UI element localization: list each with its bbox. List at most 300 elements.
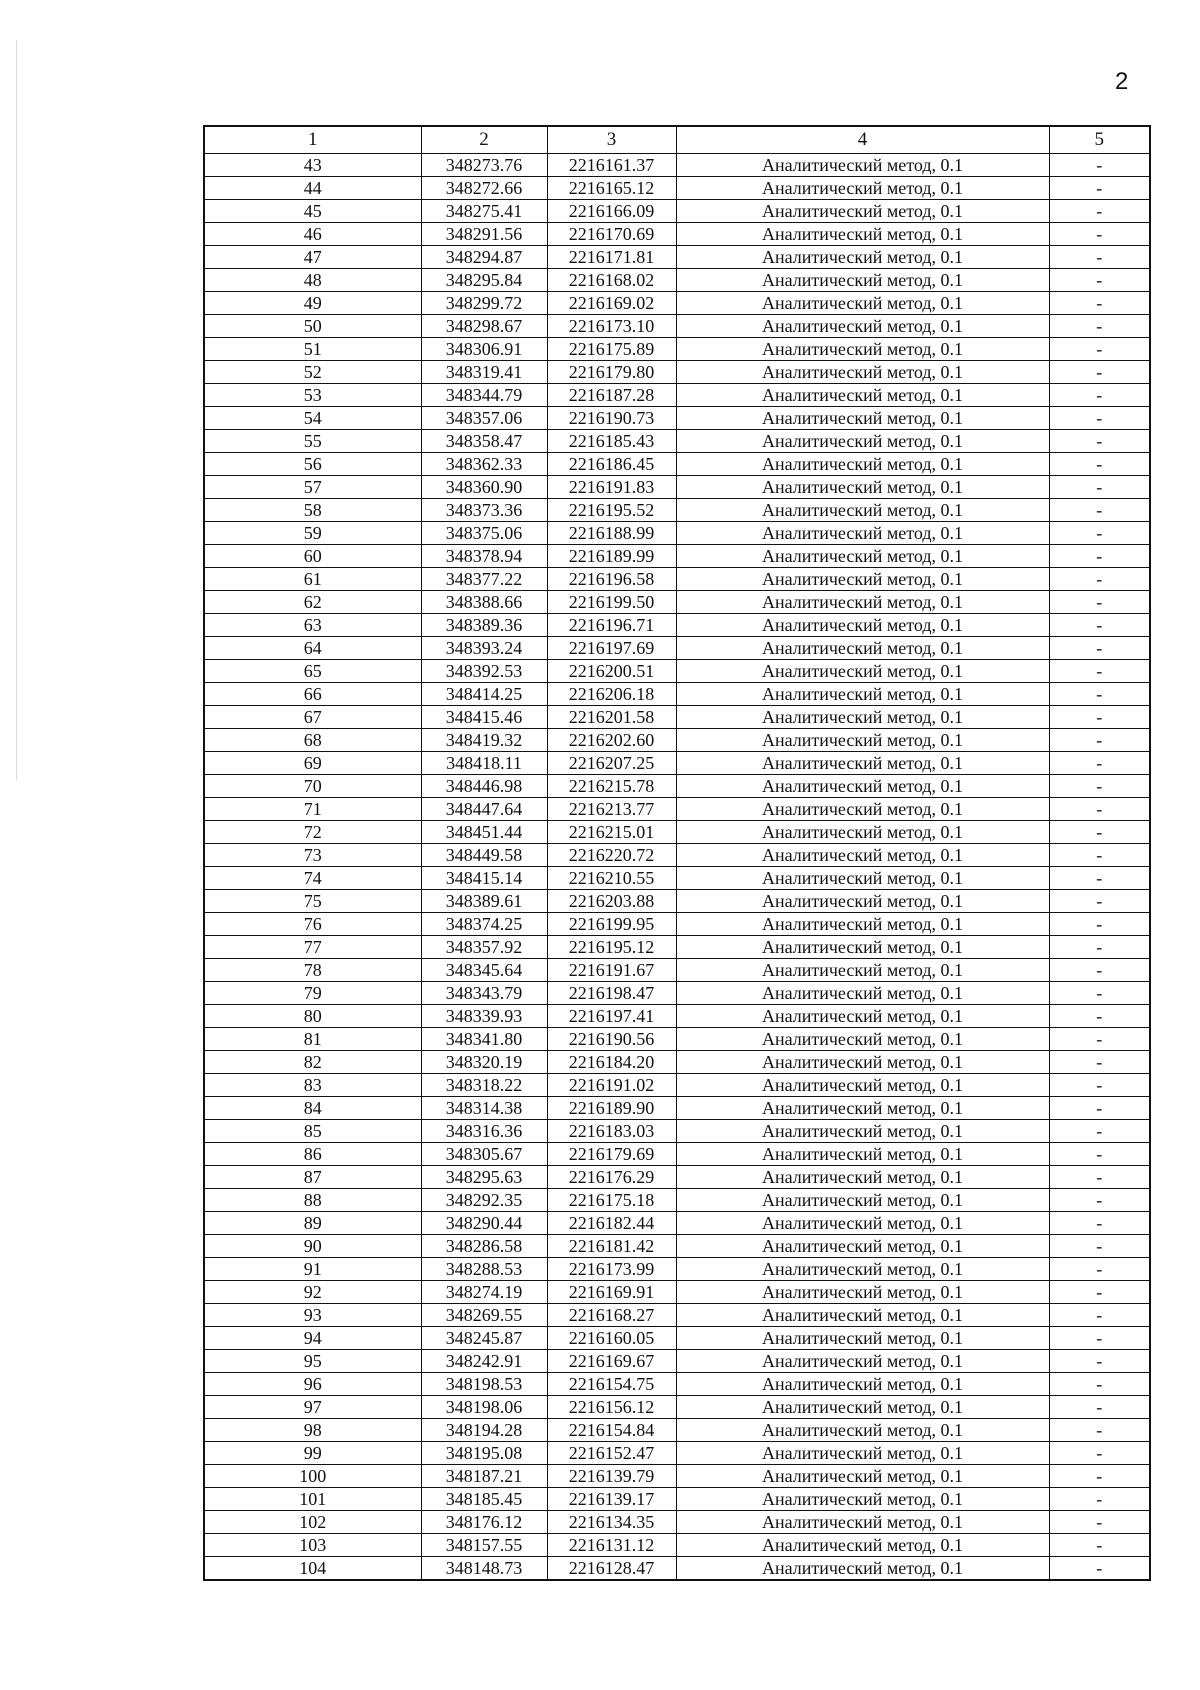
point-number-cell: 66 — [204, 683, 421, 706]
x-coordinate-cell: 348339.93 — [421, 1005, 547, 1028]
point-number-cell: 65 — [204, 660, 421, 683]
x-coordinate-cell: 348318.22 — [421, 1074, 547, 1097]
note-cell: - — [1049, 1557, 1150, 1581]
note-cell: - — [1049, 798, 1150, 821]
y-coordinate-cell: 2216154.84 — [547, 1419, 676, 1442]
method-cell: Аналитический метод, 0.1 — [676, 315, 1049, 338]
note-cell: - — [1049, 1051, 1150, 1074]
method-cell: Аналитический метод, 0.1 — [676, 683, 1049, 706]
y-coordinate-cell: 2216179.69 — [547, 1143, 676, 1166]
y-coordinate-cell: 2216199.50 — [547, 591, 676, 614]
method-cell: Аналитический метод, 0.1 — [676, 1166, 1049, 1189]
note-cell: - — [1049, 1028, 1150, 1051]
table-row — [204, 752, 1150, 775]
point-number-cell: 60 — [204, 545, 421, 568]
method-cell: Аналитический метод, 0.1 — [676, 821, 1049, 844]
point-number-cell: 99 — [204, 1442, 421, 1465]
x-coordinate-cell: 348291.56 — [421, 223, 547, 246]
point-number-cell: 44 — [204, 177, 421, 200]
note-cell: - — [1049, 1442, 1150, 1465]
point-number-cell: 95 — [204, 1350, 421, 1373]
point-number-cell: 74 — [204, 867, 421, 890]
method-cell: Аналитический метод, 0.1 — [676, 1235, 1049, 1258]
table-row — [204, 683, 1150, 706]
table-row — [204, 1350, 1150, 1373]
y-coordinate-cell: 2216206.18 — [547, 683, 676, 706]
x-coordinate-cell: 348392.53 — [421, 660, 547, 683]
point-number-cell: 87 — [204, 1166, 421, 1189]
header-col-5: 5 — [1049, 126, 1150, 154]
x-coordinate-cell: 348187.21 — [421, 1465, 547, 1488]
point-number-cell: 81 — [204, 1028, 421, 1051]
table-row — [204, 821, 1150, 844]
point-number-cell: 67 — [204, 706, 421, 729]
point-number-cell: 53 — [204, 384, 421, 407]
y-coordinate-cell: 2216210.55 — [547, 867, 676, 890]
table-row — [204, 292, 1150, 315]
y-coordinate-cell: 2216196.71 — [547, 614, 676, 637]
point-number-cell: 55 — [204, 430, 421, 453]
x-coordinate-cell: 348415.14 — [421, 867, 547, 890]
coordinates-table — [203, 125, 1151, 1581]
x-coordinate-cell: 348306.91 — [421, 338, 547, 361]
table-row — [204, 1419, 1150, 1442]
note-cell: - — [1049, 591, 1150, 614]
x-coordinate-cell: 348419.32 — [421, 729, 547, 752]
note-cell: - — [1049, 1120, 1150, 1143]
y-coordinate-cell: 2216169.67 — [547, 1350, 676, 1373]
method-cell: Аналитический метод, 0.1 — [676, 614, 1049, 637]
y-coordinate-cell: 2216202.60 — [547, 729, 676, 752]
note-cell: - — [1049, 1396, 1150, 1419]
y-coordinate-cell: 2216183.03 — [547, 1120, 676, 1143]
point-number-cell: 71 — [204, 798, 421, 821]
table-row — [204, 522, 1150, 545]
y-coordinate-cell: 2216187.28 — [547, 384, 676, 407]
y-coordinate-cell: 2216188.99 — [547, 522, 676, 545]
method-cell: Аналитический метод, 0.1 — [676, 1327, 1049, 1350]
table-row — [204, 315, 1150, 338]
y-coordinate-cell: 2216185.43 — [547, 430, 676, 453]
method-cell: Аналитический метод, 0.1 — [676, 430, 1049, 453]
note-cell: - — [1049, 706, 1150, 729]
note-cell: - — [1049, 729, 1150, 752]
y-coordinate-cell: 2216165.12 — [547, 177, 676, 200]
x-coordinate-cell: 348446.98 — [421, 775, 547, 798]
point-number-cell: 89 — [204, 1212, 421, 1235]
x-coordinate-cell: 348316.36 — [421, 1120, 547, 1143]
table-row — [204, 545, 1150, 568]
point-number-cell: 100 — [204, 1465, 421, 1488]
method-cell: Аналитический метод, 0.1 — [676, 1465, 1049, 1488]
table-row — [204, 1166, 1150, 1189]
method-cell: Аналитический метод, 0.1 — [676, 246, 1049, 269]
table-row — [204, 246, 1150, 269]
point-number-cell: 56 — [204, 453, 421, 476]
point-number-cell: 77 — [204, 936, 421, 959]
note-cell: - — [1049, 1350, 1150, 1373]
point-number-cell: 50 — [204, 315, 421, 338]
note-cell: - — [1049, 177, 1150, 200]
method-cell: Аналитический метод, 0.1 — [676, 1442, 1049, 1465]
header-col-2: 2 — [421, 126, 547, 154]
method-cell: Аналитический метод, 0.1 — [676, 1281, 1049, 1304]
table-row — [204, 407, 1150, 430]
note-cell: - — [1049, 361, 1150, 384]
method-cell: Аналитический метод, 0.1 — [676, 844, 1049, 867]
point-number-cell: 82 — [204, 1051, 421, 1074]
y-coordinate-cell: 2216160.05 — [547, 1327, 676, 1350]
x-coordinate-cell: 348198.06 — [421, 1396, 547, 1419]
method-cell: Аналитический метод, 0.1 — [676, 637, 1049, 660]
point-number-cell: 72 — [204, 821, 421, 844]
point-number-cell: 54 — [204, 407, 421, 430]
point-number-cell: 88 — [204, 1189, 421, 1212]
margin-rule — [16, 40, 17, 780]
y-coordinate-cell: 2216195.52 — [547, 499, 676, 522]
point-number-cell: 64 — [204, 637, 421, 660]
note-cell: - — [1049, 545, 1150, 568]
y-coordinate-cell: 2216196.58 — [547, 568, 676, 591]
x-coordinate-cell: 348343.79 — [421, 982, 547, 1005]
point-number-cell: 90 — [204, 1235, 421, 1258]
x-coordinate-cell: 348389.61 — [421, 890, 547, 913]
method-cell: Аналитический метод, 0.1 — [676, 1396, 1049, 1419]
x-coordinate-cell: 348299.72 — [421, 292, 547, 315]
method-cell: Аналитический метод, 0.1 — [676, 361, 1049, 384]
point-number-cell: 49 — [204, 292, 421, 315]
table-row — [204, 1235, 1150, 1258]
point-number-cell: 43 — [204, 154, 421, 177]
point-number-cell: 68 — [204, 729, 421, 752]
x-coordinate-cell: 348418.11 — [421, 752, 547, 775]
x-coordinate-cell: 348414.25 — [421, 683, 547, 706]
point-number-cell: 84 — [204, 1097, 421, 1120]
method-cell: Аналитический метод, 0.1 — [676, 154, 1049, 177]
x-coordinate-cell: 348388.66 — [421, 591, 547, 614]
y-coordinate-cell: 2216181.42 — [547, 1235, 676, 1258]
x-coordinate-cell: 348319.41 — [421, 361, 547, 384]
table-header — [204, 126, 1150, 154]
y-coordinate-cell: 2216169.02 — [547, 292, 676, 315]
note-cell: - — [1049, 407, 1150, 430]
note-cell: - — [1049, 959, 1150, 982]
method-cell: Аналитический метод, 0.1 — [676, 499, 1049, 522]
point-number-cell: 59 — [204, 522, 421, 545]
y-coordinate-cell: 2216197.69 — [547, 637, 676, 660]
table-row — [204, 1327, 1150, 1350]
y-coordinate-cell: 2216186.45 — [547, 453, 676, 476]
note-cell: - — [1049, 522, 1150, 545]
x-coordinate-cell: 348377.22 — [421, 568, 547, 591]
y-coordinate-cell: 2216189.90 — [547, 1097, 676, 1120]
y-coordinate-cell: 2216168.27 — [547, 1304, 676, 1327]
method-cell: Аналитический метод, 0.1 — [676, 660, 1049, 683]
table-row — [204, 568, 1150, 591]
y-coordinate-cell: 2216152.47 — [547, 1442, 676, 1465]
method-cell: Аналитический метод, 0.1 — [676, 1074, 1049, 1097]
x-coordinate-cell: 348176.12 — [421, 1511, 547, 1534]
x-coordinate-cell: 348389.36 — [421, 614, 547, 637]
point-number-cell: 98 — [204, 1419, 421, 1442]
method-cell: Аналитический метод, 0.1 — [676, 959, 1049, 982]
point-number-cell: 58 — [204, 499, 421, 522]
method-cell: Аналитический метод, 0.1 — [676, 338, 1049, 361]
x-coordinate-cell: 348286.58 — [421, 1235, 547, 1258]
note-cell: - — [1049, 476, 1150, 499]
header-col-1: 1 — [204, 126, 421, 154]
table-row — [204, 729, 1150, 752]
table-row — [204, 338, 1150, 361]
y-coordinate-cell: 2216201.58 — [547, 706, 676, 729]
point-number-cell: 78 — [204, 959, 421, 982]
x-coordinate-cell: 348305.67 — [421, 1143, 547, 1166]
point-number-cell: 70 — [204, 775, 421, 798]
note-cell: - — [1049, 936, 1150, 959]
table-row — [204, 430, 1150, 453]
table-row — [204, 1511, 1150, 1534]
x-coordinate-cell: 348415.46 — [421, 706, 547, 729]
y-coordinate-cell: 2216175.18 — [547, 1189, 676, 1212]
method-cell: Аналитический метод, 0.1 — [676, 913, 1049, 936]
x-coordinate-cell: 348242.91 — [421, 1350, 547, 1373]
y-coordinate-cell: 2216171.81 — [547, 246, 676, 269]
method-cell: Аналитический метод, 0.1 — [676, 1419, 1049, 1442]
point-number-cell: 75 — [204, 890, 421, 913]
table-row — [204, 361, 1150, 384]
x-coordinate-cell: 348449.58 — [421, 844, 547, 867]
x-coordinate-cell: 348378.94 — [421, 545, 547, 568]
method-cell: Аналитический метод, 0.1 — [676, 1051, 1049, 1074]
table-row — [204, 200, 1150, 223]
method-cell: Аналитический метод, 0.1 — [676, 269, 1049, 292]
table-row — [204, 706, 1150, 729]
x-coordinate-cell: 348320.19 — [421, 1051, 547, 1074]
point-number-cell: 63 — [204, 614, 421, 637]
point-number-cell: 101 — [204, 1488, 421, 1511]
x-coordinate-cell: 348357.92 — [421, 936, 547, 959]
y-coordinate-cell: 2216191.67 — [547, 959, 676, 982]
note-cell: - — [1049, 1258, 1150, 1281]
point-number-cell: 103 — [204, 1534, 421, 1557]
y-coordinate-cell: 2216173.10 — [547, 315, 676, 338]
note-cell: - — [1049, 315, 1150, 338]
table-row — [204, 1488, 1150, 1511]
table-row — [204, 660, 1150, 683]
note-cell: - — [1049, 637, 1150, 660]
table-row — [204, 1074, 1150, 1097]
note-cell: - — [1049, 1097, 1150, 1120]
method-cell: Аналитический метод, 0.1 — [676, 545, 1049, 568]
note-cell: - — [1049, 1465, 1150, 1488]
table-row — [204, 499, 1150, 522]
table-row — [204, 913, 1150, 936]
x-coordinate-cell: 348157.55 — [421, 1534, 547, 1557]
y-coordinate-cell: 2216134.35 — [547, 1511, 676, 1534]
point-number-cell: 92 — [204, 1281, 421, 1304]
note-cell: - — [1049, 154, 1150, 177]
note-cell: - — [1049, 1327, 1150, 1350]
method-cell: Аналитический метод, 0.1 — [676, 936, 1049, 959]
x-coordinate-cell: 348373.36 — [421, 499, 547, 522]
note-cell: - — [1049, 292, 1150, 315]
table-row — [204, 1281, 1150, 1304]
y-coordinate-cell: 2216184.20 — [547, 1051, 676, 1074]
table-row — [204, 637, 1150, 660]
note-cell: - — [1049, 223, 1150, 246]
note-cell: - — [1049, 890, 1150, 913]
y-coordinate-cell: 2216182.44 — [547, 1212, 676, 1235]
point-number-cell: 102 — [204, 1511, 421, 1534]
header-col-4: 4 — [676, 126, 1049, 154]
table-row — [204, 384, 1150, 407]
method-cell: Аналитический метод, 0.1 — [676, 292, 1049, 315]
table-row — [204, 1557, 1150, 1581]
point-number-cell: 57 — [204, 476, 421, 499]
x-coordinate-cell: 348290.44 — [421, 1212, 547, 1235]
y-coordinate-cell: 2216175.89 — [547, 338, 676, 361]
point-number-cell: 48 — [204, 269, 421, 292]
method-cell: Аналитический метод, 0.1 — [676, 200, 1049, 223]
note-cell: - — [1049, 775, 1150, 798]
note-cell: - — [1049, 1235, 1150, 1258]
method-cell: Аналитический метод, 0.1 — [676, 1143, 1049, 1166]
point-number-cell: 62 — [204, 591, 421, 614]
x-coordinate-cell: 348374.25 — [421, 913, 547, 936]
table-row — [204, 614, 1150, 637]
y-coordinate-cell: 2216170.69 — [547, 223, 676, 246]
table-row — [204, 1143, 1150, 1166]
x-coordinate-cell: 348269.55 — [421, 1304, 547, 1327]
y-coordinate-cell: 2216166.09 — [547, 200, 676, 223]
x-coordinate-cell: 348148.73 — [421, 1557, 547, 1581]
table-row — [204, 1442, 1150, 1465]
point-number-cell: 46 — [204, 223, 421, 246]
y-coordinate-cell: 2216161.37 — [547, 154, 676, 177]
note-cell: - — [1049, 1534, 1150, 1557]
x-coordinate-cell: 348198.53 — [421, 1373, 547, 1396]
note-cell: - — [1049, 1212, 1150, 1235]
table-row — [204, 1465, 1150, 1488]
method-cell: Аналитический метод, 0.1 — [676, 1258, 1049, 1281]
method-cell: Аналитический метод, 0.1 — [676, 1120, 1049, 1143]
y-coordinate-cell: 2216131.12 — [547, 1534, 676, 1557]
table-row — [204, 1534, 1150, 1557]
note-cell: - — [1049, 499, 1150, 522]
table-row — [204, 591, 1150, 614]
table-row — [204, 154, 1150, 177]
y-coordinate-cell: 2216179.80 — [547, 361, 676, 384]
method-cell: Аналитический метод, 0.1 — [676, 1373, 1049, 1396]
note-cell: - — [1049, 821, 1150, 844]
point-number-cell: 94 — [204, 1327, 421, 1350]
table-row — [204, 1051, 1150, 1074]
y-coordinate-cell: 2216154.75 — [547, 1373, 676, 1396]
table-row — [204, 1396, 1150, 1419]
y-coordinate-cell: 2216191.83 — [547, 476, 676, 499]
table-row — [204, 936, 1150, 959]
y-coordinate-cell: 2216190.56 — [547, 1028, 676, 1051]
x-coordinate-cell: 348447.64 — [421, 798, 547, 821]
x-coordinate-cell: 348344.79 — [421, 384, 547, 407]
y-coordinate-cell: 2216139.17 — [547, 1488, 676, 1511]
y-coordinate-cell: 2216191.02 — [547, 1074, 676, 1097]
y-coordinate-cell: 2216190.73 — [547, 407, 676, 430]
method-cell: Аналитический метод, 0.1 — [676, 1534, 1049, 1557]
note-cell: - — [1049, 246, 1150, 269]
method-cell: Аналитический метод, 0.1 — [676, 890, 1049, 913]
x-coordinate-cell: 348273.76 — [421, 154, 547, 177]
table-row — [204, 1097, 1150, 1120]
y-coordinate-cell: 2216215.78 — [547, 775, 676, 798]
method-cell: Аналитический метод, 0.1 — [676, 407, 1049, 430]
x-coordinate-cell: 348345.64 — [421, 959, 547, 982]
point-number-cell: 86 — [204, 1143, 421, 1166]
point-number-cell: 80 — [204, 1005, 421, 1028]
x-coordinate-cell: 348362.33 — [421, 453, 547, 476]
y-coordinate-cell: 2216169.91 — [547, 1281, 676, 1304]
table-row — [204, 177, 1150, 200]
x-coordinate-cell: 348275.41 — [421, 200, 547, 223]
table-row — [204, 1120, 1150, 1143]
method-cell: Аналитический метод, 0.1 — [676, 1212, 1049, 1235]
method-cell: Аналитический метод, 0.1 — [676, 384, 1049, 407]
note-cell: - — [1049, 982, 1150, 1005]
table-row — [204, 867, 1150, 890]
x-coordinate-cell: 348295.84 — [421, 269, 547, 292]
point-number-cell: 97 — [204, 1396, 421, 1419]
point-number-cell: 51 — [204, 338, 421, 361]
y-coordinate-cell: 2216199.95 — [547, 913, 676, 936]
method-cell: Аналитический метод, 0.1 — [676, 729, 1049, 752]
table-row — [204, 982, 1150, 1005]
method-cell: Аналитический метод, 0.1 — [676, 1028, 1049, 1051]
note-cell: - — [1049, 1074, 1150, 1097]
y-coordinate-cell: 2216220.72 — [547, 844, 676, 867]
method-cell: Аналитический метод, 0.1 — [676, 775, 1049, 798]
method-cell: Аналитический метод, 0.1 — [676, 1005, 1049, 1028]
table-row — [204, 1212, 1150, 1235]
table-row — [204, 1005, 1150, 1028]
y-coordinate-cell: 2216128.47 — [547, 1557, 676, 1581]
method-cell: Аналитический метод, 0.1 — [676, 453, 1049, 476]
point-number-cell: 104 — [204, 1557, 421, 1581]
table-row — [204, 798, 1150, 821]
note-cell: - — [1049, 200, 1150, 223]
note-cell: - — [1049, 844, 1150, 867]
table-row — [204, 1304, 1150, 1327]
method-cell: Аналитический метод, 0.1 — [676, 1189, 1049, 1212]
point-number-cell: 69 — [204, 752, 421, 775]
table-row — [204, 269, 1150, 292]
method-cell: Аналитический метод, 0.1 — [676, 1488, 1049, 1511]
x-coordinate-cell: 348292.35 — [421, 1189, 547, 1212]
note-cell: - — [1049, 430, 1150, 453]
method-cell: Аналитический метод, 0.1 — [676, 591, 1049, 614]
point-number-cell: 91 — [204, 1258, 421, 1281]
note-cell: - — [1049, 568, 1150, 591]
x-coordinate-cell: 348314.38 — [421, 1097, 547, 1120]
point-number-cell: 45 — [204, 200, 421, 223]
note-cell: - — [1049, 1488, 1150, 1511]
table-row — [204, 453, 1150, 476]
y-coordinate-cell: 2216203.88 — [547, 890, 676, 913]
method-cell: Аналитический метод, 0.1 — [676, 1350, 1049, 1373]
page-number: 2 — [1115, 68, 1129, 95]
header-col-3: 3 — [547, 126, 676, 154]
y-coordinate-cell: 2216195.12 — [547, 936, 676, 959]
note-cell: - — [1049, 1281, 1150, 1304]
